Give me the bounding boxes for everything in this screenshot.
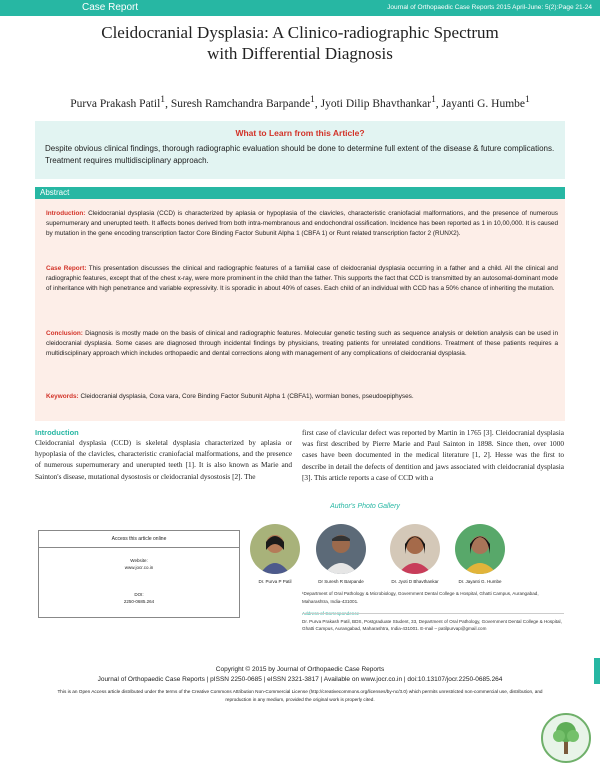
introduction-heading: Introduction xyxy=(35,428,79,437)
introduction-left-column: Cleidocranial dysplasia (CCD) is skeletal dysplasia characterized by aplasia or hypoplasia of the clavicles, characteristic craniofacial malformations, and the presence of numerous supernumerary and unerupted teeth [1]. It is also known as Marie and Sainton's disease, mutational dysostosis or cleidocranial dysostosis [2]. The xyxy=(35,438,292,481)
correspondence-heading: Address of Correspondence xyxy=(302,611,360,616)
author-photo xyxy=(316,524,366,574)
author-photo-caption: Dr. Jyoti D Bhavthankar xyxy=(391,579,439,584)
abstract-keywords: Keywords: Cleidocranial dysplasia, Coxa vara, Core Binding Factor Subunit Alpha 1 (CBFA1), wormian bones, pseudoepiphyses. xyxy=(46,393,414,400)
author-name: Jyoti Dilip Bhavthankar xyxy=(320,97,432,110)
author-photo-caption: Dr Suresh R Barpande xyxy=(318,579,364,584)
department: ¹Department of Oral Pathology & Microbiology, Government Dental College & Hospital, Ghatti Campus, Aurangabad, Maharashtra, India-431001. xyxy=(302,591,539,604)
divider xyxy=(302,613,564,614)
author-photo xyxy=(390,524,440,574)
author-photo-caption: Dr. Purva P Patil xyxy=(258,579,292,584)
doi-value: 2250-0685.264 xyxy=(123,599,155,604)
abstract-introduction: Introduction: Cleidocranial dysplasia (CCD) is characterized by aplasia or hypoplasia of the clavicles, characteristic craniofacial malformations, and the presence of numerous supernumerary and unerupted teeth. It affects bones derived from both intra-membranous and endochondral ossification. Incidence has been reported as 1 in 10,00,000. It is caused by mutation in the gene encoding transcription factor Core Binding Factor Subunit Alpha 1 (CBFA 1) or Runt related transcription factor 2 (RUNX2). xyxy=(46,210,558,238)
page-tab xyxy=(594,658,600,684)
affiliation-block xyxy=(302,590,564,633)
author-photo xyxy=(250,524,300,574)
abstract-label: Abstract xyxy=(40,188,70,197)
article-type-label: Case Report xyxy=(82,2,139,13)
website-link[interactable]: www.jocr.co.in xyxy=(124,565,154,570)
author-name: Purva Prakash Patil xyxy=(70,97,161,110)
journal-info: Journal of Orthopaedic Case Reports | pISSN 2250-0685 | eISSN 2321-3817 | Available on www.jocr.co.in | doi:10.13107/jocr.2250-0685.264 xyxy=(97,676,503,683)
learning-box xyxy=(35,121,565,179)
doi-label: DOI: xyxy=(134,592,144,597)
learning-text: Despite obvious clinical findings, thorough radiographic evaluation should be done to determine full extent of the disease & future complications. Treatment requires multidisciplinary approach. xyxy=(45,144,555,165)
abstract-conclusion: Conclusion: Diagnosis is mostly made on the basis of clinical and radiographic features. Molecular genetic testing such as sequence analysis or deletion analysis can be used in cleidocranial dysplasia. Some cases are diagnosed through incidental findings by physicians, treating patients for unrelated conditions. Treatment of these patients requires a multidisciplinary approach which includes orthopaedic and dental corrections along with management of any complications of cleidocranial dysplasia. xyxy=(46,330,558,358)
learning-heading: What to Learn from this Article? xyxy=(235,128,365,138)
article-title: Cleidocranial Dysplasia: A Clinico-radiographic Spectrum with Differential Diagnosis xyxy=(101,23,499,63)
journal-citation: Journal of Orthopaedic Case Reports 2015 April-June: 5(2):Page 21-24 xyxy=(387,4,592,11)
correspondence-address: Dr. Purva Prakash Patil, BDS, Postgraduate Student, 33, Department of Oral Pathology, Government Dental College & Hospital, Ghatti Campus, Aurangabad, Maharashtra, India-431001. E-mail – patilpurvap@gmail.com xyxy=(302,618,562,631)
author-name: Suresh Ramchandra Barpande xyxy=(170,97,311,110)
author-list: Purva Prakash Patil$^1$, Suresh Ramchandra Barpande$^1$, Jyoti Dilip Bhavthankar$^1$, Jayanti G. Humbe$^1$ xyxy=(70,94,530,110)
abstract-bar xyxy=(35,187,565,199)
abstract-case-report: Case Report: This presentation discusses the clinical and radiographic features of a familial case of cleidocranial dysplasia occurring in a father and a child. All the clinical and radiographic features, except that of the chest x-ray, were more prominent in the child than the father. This supports the fact that CCD is transmitted by an autosomal-dominant mode of inheritance with high penetrance and variable expressivity. It is sporadic in about 40% of cases. Each child of an individual with CCD has a 50% chance of inheriting the mutation. xyxy=(46,265,558,293)
gallery-heading: Author's Photo Gallery xyxy=(330,503,400,510)
author-photo xyxy=(455,524,505,574)
journal-logo-icon xyxy=(540,712,592,764)
website-label: Website: xyxy=(130,558,148,563)
open-access-notice: This is an Open Access article distributed under the terms of the Creative Commons Attribution Non-Commercial License (http://creativecommons.org/licenses/by-nc/3.0) which permits unrestricted non-commercial use, distribution, and reproduction in any medium, provided the original work is properly cited. xyxy=(57,689,543,702)
abstract-box xyxy=(35,199,565,421)
access-heading: Access this article online xyxy=(39,531,239,548)
copyright: Copyright © 2015 by Journal of Orthopaedic Case Reports xyxy=(215,666,385,673)
introduction-right-column: first case of clavicular defect was reported by Martin in 1765 [3]. Cleidocranial dysplasia was first described by Pierre Marie and Paul Sainton in 1898. Since then, over 1000 cases have been documented in the medical literature [1, 2]. Hesse was the first to describe in detail the defects of dentition and jaws associated with cleidocranial dysplasia [3]. This article reports a case of CCD with a xyxy=(302,428,564,482)
author-photo-caption: Dr. Jayanti G. Humbe xyxy=(458,579,502,584)
author-name: Jayanti G. Humbe xyxy=(441,97,526,110)
access-online-box xyxy=(38,530,240,618)
